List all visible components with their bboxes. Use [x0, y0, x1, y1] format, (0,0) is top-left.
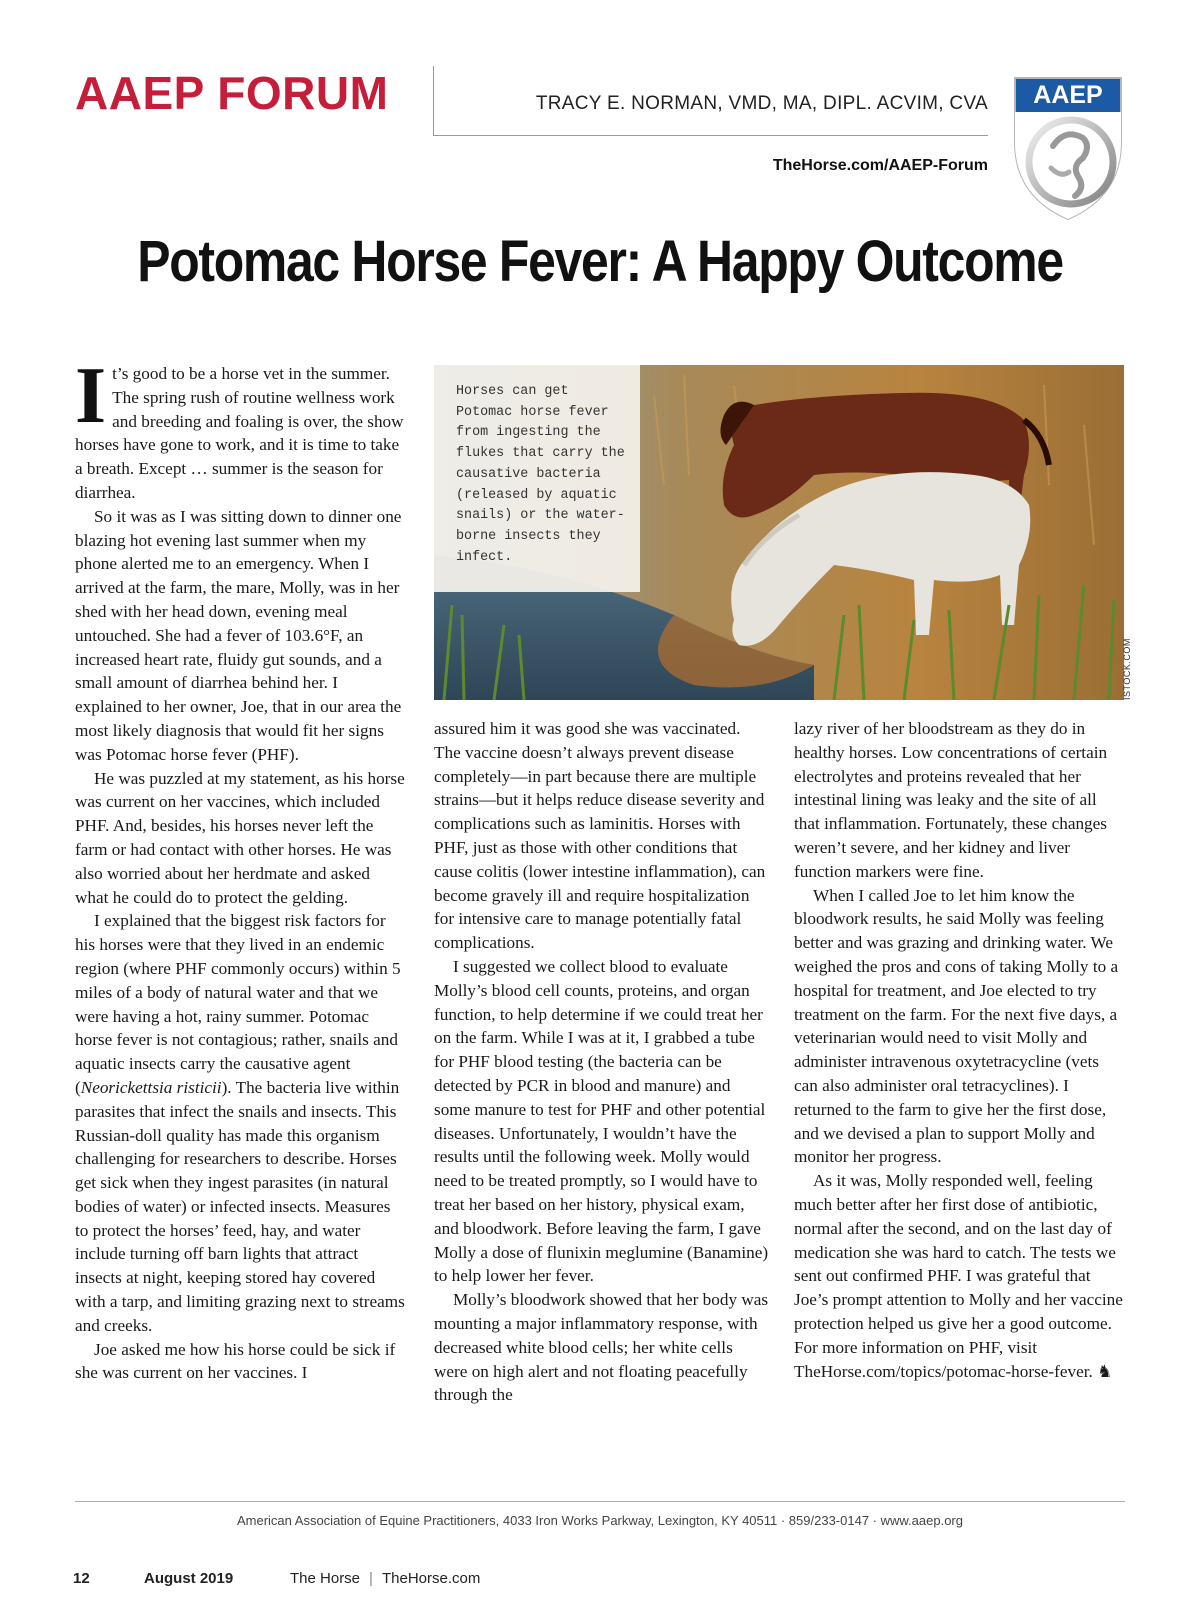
paragraph: So it was as I was sitting down to dinner one blazing hot evening last summer when my phone alerted me to an emergency. When I arrived at the farm, the mare, Molly, was in her shed with her head down, evening meal untouched. She had a fever of 103.6°F, an increased heart rate, fluidy gut sounds, and a small amount of diarrhea behind her. I explained to her owner, Joe, that in our area the most likely diagnosis that would fit her signs was Potomac horse fever (PHF). — [75, 506, 402, 764]
paragraph: Joe asked me how his horse could be sick if she was current on her vaccines. I — [75, 1339, 396, 1383]
section-title: AAEP FORUM — [75, 67, 389, 119]
article-column-2 — [434, 717, 770, 1407]
folio-separator: | — [369, 1570, 373, 1587]
magazine-website: TheHorse.com — [382, 1570, 481, 1587]
photo-credit: ISTOCK.COM — [1122, 638, 1132, 700]
footer-address: American Association of Equine Practitioners, 4033 Iron Works Parkway, Lexington, KY 40511 · 859/233-0147 · www.aaep.org — [236, 1513, 963, 1528]
issue-date: August 2019 — [144, 1570, 234, 1587]
article-column-3 — [794, 717, 1124, 1383]
aaep-logo — [1013, 76, 1123, 221]
forum-url: TheHorse.com/AAEP-Forum — [772, 157, 988, 174]
paragraph: As it was, Molly responded well, feeling much better after her first dose of antibiotic, normal after the second, and on the last day of medication she was hard to catch. The tests we sent out confirmed PHF. I was grateful that Joe’s prompt attention to Molly and her vaccine protection helped us give her a good outcome. For more information on PHF, visit TheHorse.com/topics/potomac-horse-fever. ♞ — [794, 1171, 1123, 1381]
footer-rule — [75, 1501, 1125, 1502]
page-number: 12 — [73, 1570, 90, 1587]
header-divider — [433, 66, 434, 136]
author-byline: TRACY E. NORMAN, VMD, MA, DIPL. ACVIM, CVA — [535, 93, 988, 114]
paragraph: lazy river of her bloodstream as they do in healthy horses. Low concentrations of certain electrolytes and proteins revealed that her intestinal lining was leaky and the site of all that inflammation. Fortunately, these changes weren’t severe, and her kidney and liver function markers were fine. — [794, 719, 1108, 881]
logo-text: AAEP — [1033, 81, 1103, 109]
paragraph: It’s good to be a horse vet in the summer. The spring rush of routine wellness work and breeding and foaling is over, the show horses have gone to work, and it is time to take a breath. Except … summer is the season for diarrhea. — [75, 352, 404, 502]
photo-caption: Horses can get Potomac horse fever from ingesting the flukes that carry the causative bacteria (released by aquatic snails) or the water-borne insects they infect. — [434, 365, 640, 592]
article-column-1 — [75, 352, 406, 1385]
paragraph: assured him it was good she was vaccinated. The vaccine doesn’t always prevent disease completely—in part because there are multiple strains—but it helps reduce disease severity and complications such as laminitis. Horses with PHF, just as those with other conditions that cause colitis (lower intestine inflammation), can become gravely ill and require hospitalization for intensive care to manage potentially fatal complications. — [434, 719, 766, 953]
header-rule — [433, 135, 988, 136]
paragraph: He was puzzled at my statement, as his horse was current on her vaccines, which included PHF. And, besides, his horses never left the farm or had contact with other horses. He was also worried about her herdmate and asked what he could do to protect the gelding. — [75, 768, 405, 907]
species-name: Neorickettsia risticii — [80, 1077, 222, 1097]
drop-cap: I — [75, 352, 107, 440]
paragraph: I explained that the biggest risk factors for his horses were that they lived in an endemic region (where PHF commonly occurs) within 5 miles of a body of natural water and that we were having a hot, rainy summer. Potomac horse fever is not contagious; rather, snails and aquatic insects carry the causative agent (Neorickettsia risticii). The bacteria live within parasites that infect the snails and insects. This Russian-doll quality has made this organism challenging for researchers to describe. Horses get sick when they ingest parasites (in natural bodies of water) or infected insects. Measures to protect the horses’ feed, hay, and water include turning off barn lights that attract insects at night, keeping stored hay covered with a tarp, and limiting grazing next to streams and creeks. — [75, 911, 405, 1335]
paragraph: Molly’s bloodwork showed that her body was mounting a major inflammatory response, with decreased white blood cells; her white cells were on high alert and not floating peacefully through the — [434, 1290, 769, 1405]
paragraph: When I called Joe to let him know the bloodwork results, he said Molly was feeling better and was grazing and drinking water. We weighed the pros and cons of taking Molly to a hospital for treatment, and Joe elected to try treatment on the farm. For the next five days, a veterinarian would need to visit Molly and administer intravenous oxytetracycline (vets can also administer oral tetracyclines). I returned to the farm to give her the first dose, and we devised a plan to support Molly and monitor her progress. — [794, 885, 1119, 1167]
magazine-name: The Horse — [290, 1570, 361, 1587]
end-mark-icon: ♞ — [1097, 1361, 1113, 1381]
paragraph: I suggested we collect blood to evaluate Molly’s blood cell counts, proteins, and organ function, to help determine if we could treat her on the farm. While I was at it, I grabbed a tube for PHF blood testing (the bacteria can be detected by PCR in blood and manure) and some manure to test for PHF and other potential diseases. Unfortunately, I wouldn’t have the results until the following week. Molly would need to be treated promptly, so I would have to treat her based on her history, physical exam, and bloodwork. Before leaving the farm, I gave Molly a dose of flunixin meglumine (Banamine) to help lower her fever. — [434, 956, 769, 1286]
article-headline: Potomac Horse Fever: A Happy Outcome — [137, 229, 1063, 294]
